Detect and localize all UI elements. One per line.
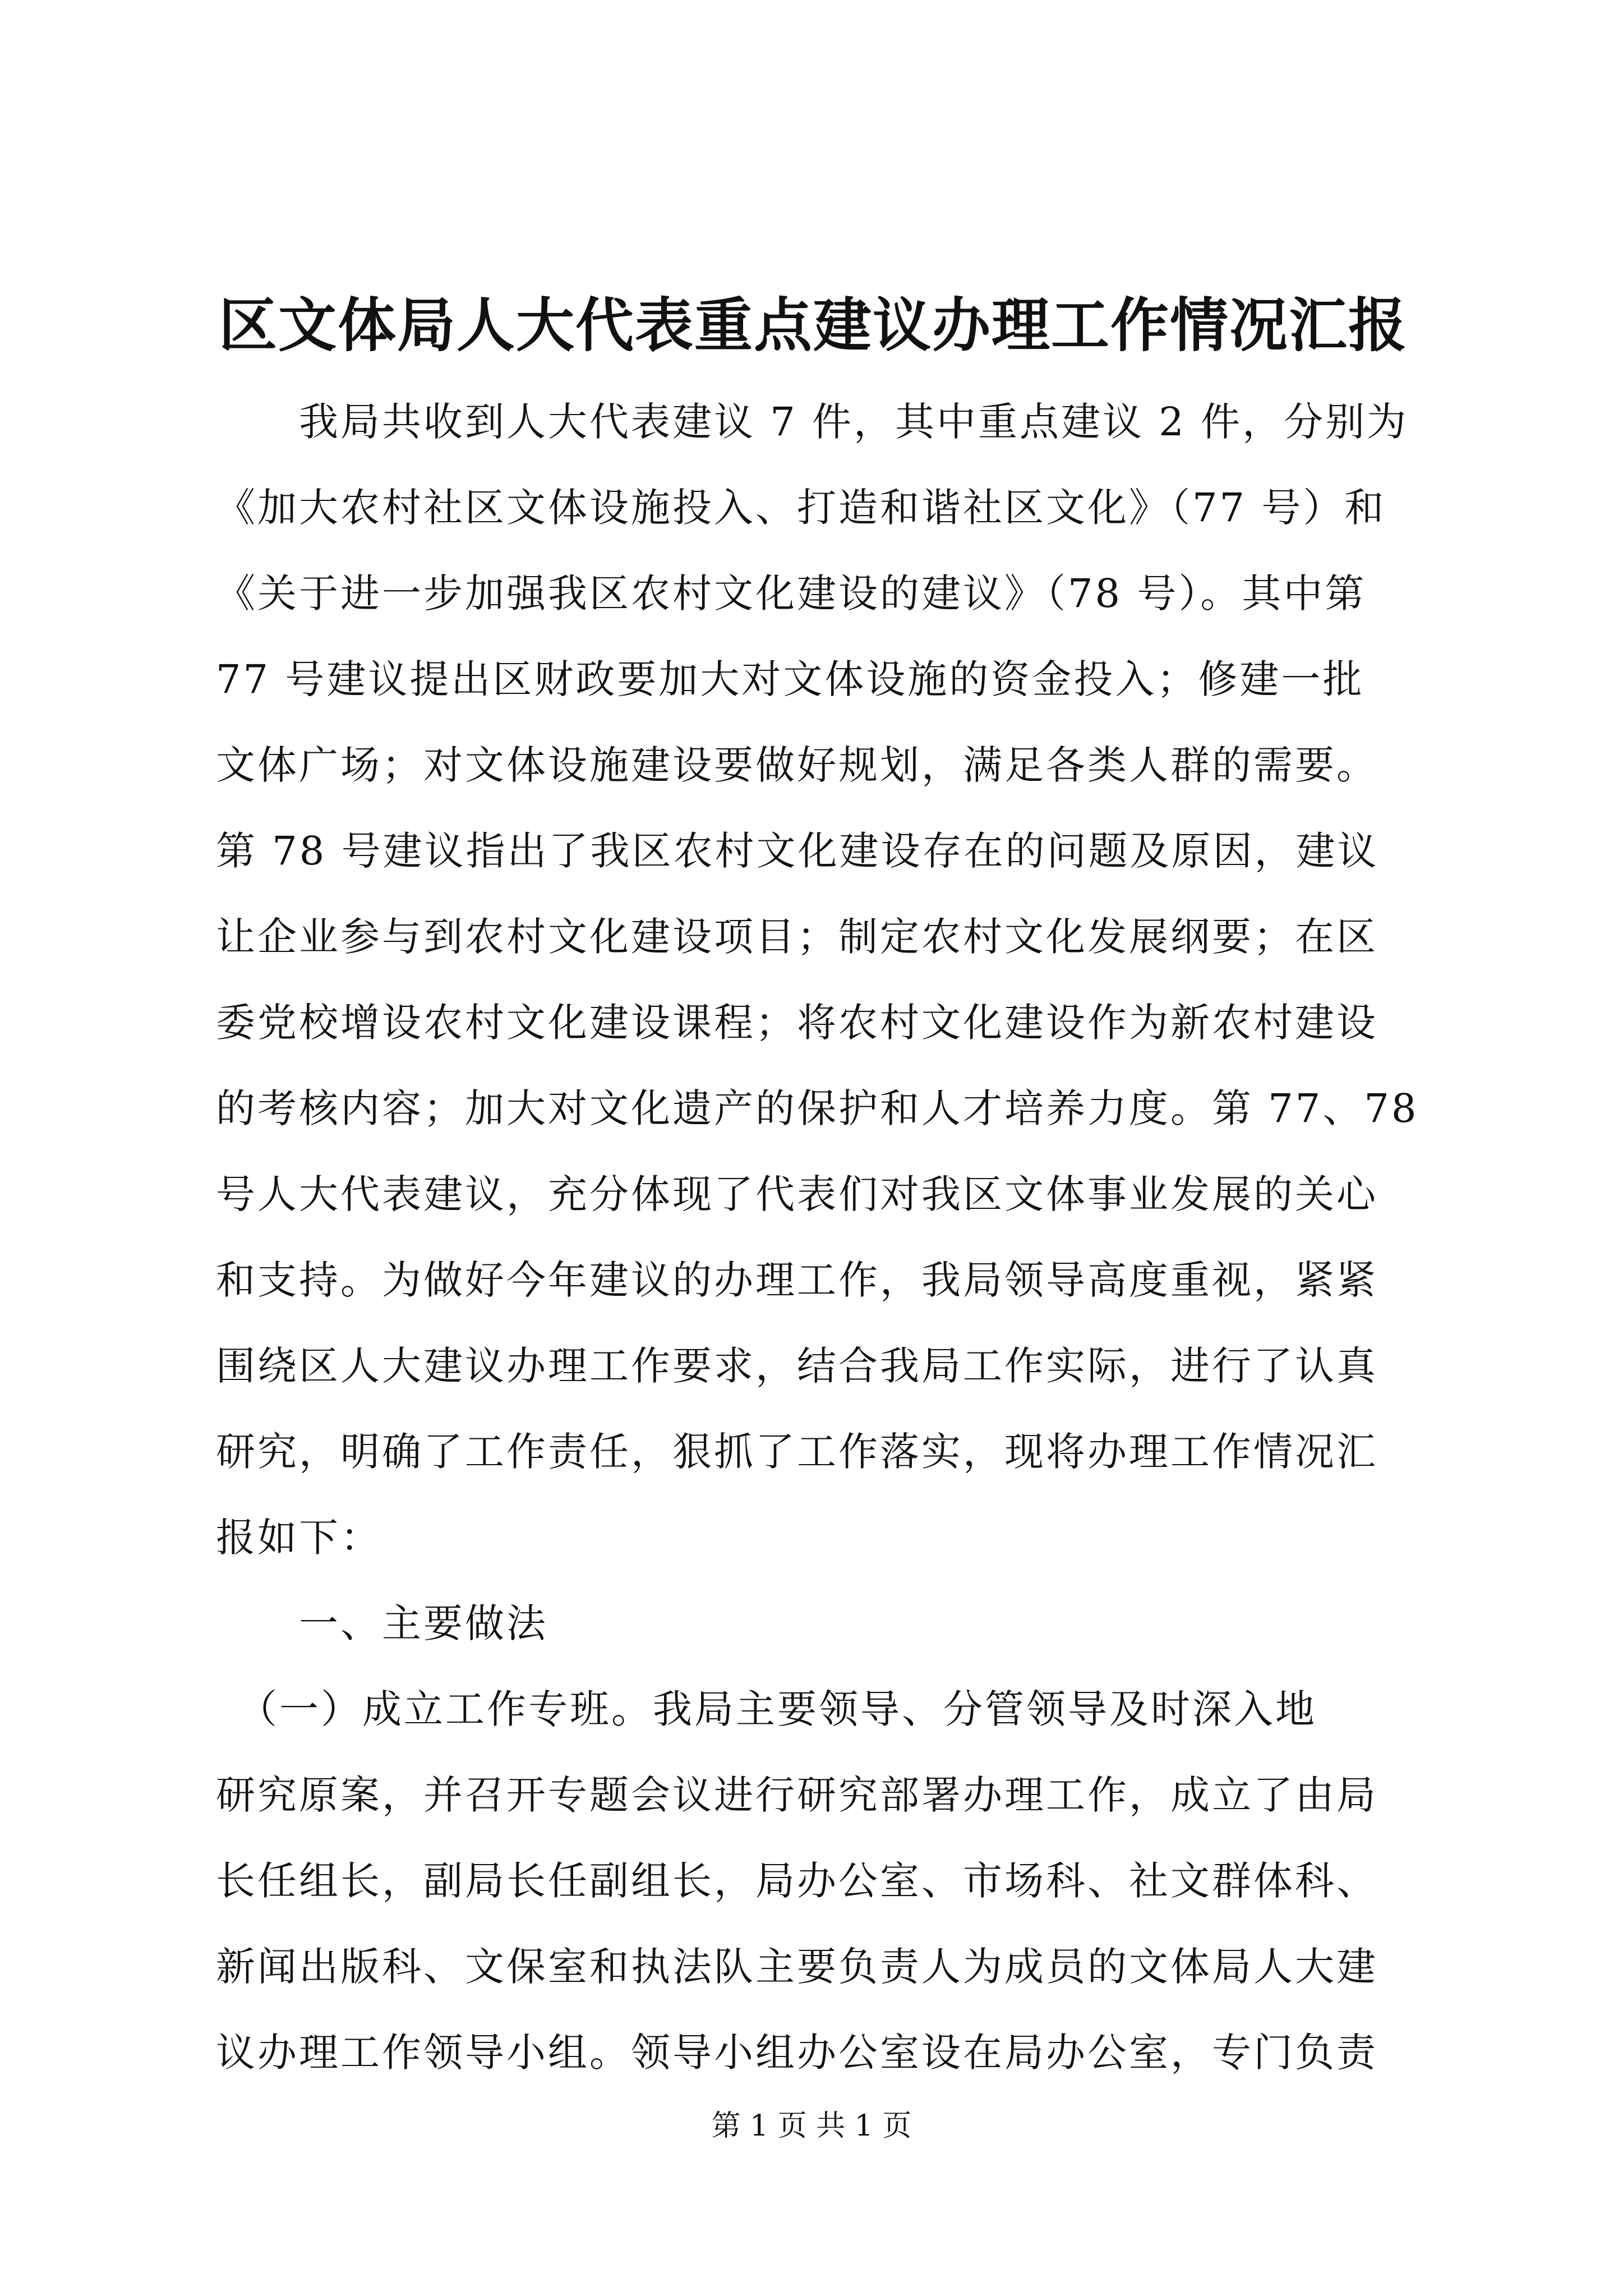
body-line: 77 号建议提出区财政要加大对文体设施的资金投入；修建一批: [216, 656, 1364, 702]
body-line: 和支持。为做好今年建议的办理工作，我局领导高度重视，紧紧: [216, 1257, 1378, 1303]
body-line: 长任组长，副局长任副组长，局办公室、市场科、社文群体科、: [216, 1858, 1378, 1904]
body-line: 《加大农村社区文体设施投入、打造和谐社区文化》（77 号）和: [216, 485, 1386, 531]
body-line: 让企业参与到农村文化建设项目；制定农村文化发展纲要；在区: [216, 914, 1378, 960]
body-line: 报如下：: [216, 1515, 382, 1561]
body-line: 委党校增设农村文化建设课程；将农村文化建设作为新农村建设: [216, 1000, 1378, 1046]
document-body: [216, 379, 1419, 2096]
page-number-footer: 第 1 页 共 1 页: [711, 2109, 912, 2143]
body-line: 第 78 号建议指出了我区农村文化建设存在的问题及原因，建议: [216, 828, 1379, 874]
section-heading: 一、主要做法: [216, 1600, 548, 1646]
body-line: 《关于进一步加强我区农村文化建设的建议》（78 号）。其中第: [216, 570, 1367, 616]
body-line: 我局共收到人大代表建议 7 件，其中重点建议 2 件，分别为: [216, 399, 1409, 445]
body-line: 议办理工作领导小组。领导小组办公室设在局办公室，专门负责: [216, 2030, 1378, 2076]
body-line: （一）成立工作专班。我局主要领导、分管领导及时深入地: [216, 1686, 1317, 1732]
body-line: 的考核内容；加大对文化遗产的保护和人才培养力度。第 77、78: [216, 1085, 1419, 1131]
body-line: 文体广场；对文体设施建设要做好规划，满足各类人群的需要。: [216, 742, 1378, 788]
body-line: 研究原案，并召开专题会议进行研究部署办理工作，成立了由局: [216, 1772, 1378, 1818]
body-line: 围绕区人大建议办理工作要求，结合我局工作实际，进行了认真: [216, 1343, 1378, 1389]
document-title: 区文体局人大代表重点建议办理工作情况汇报: [218, 291, 1408, 360]
body-line: 号人大代表建议，充分体现了代表们对我区文体事业发展的关心: [216, 1171, 1378, 1217]
body-line: 新闻出版科、文保室和执法队主要负责人为成员的文体局人大建: [216, 1944, 1378, 1990]
body-line: 研究，明确了工作责任，狠抓了工作落实，现将办理工作情况汇: [216, 1429, 1378, 1475]
